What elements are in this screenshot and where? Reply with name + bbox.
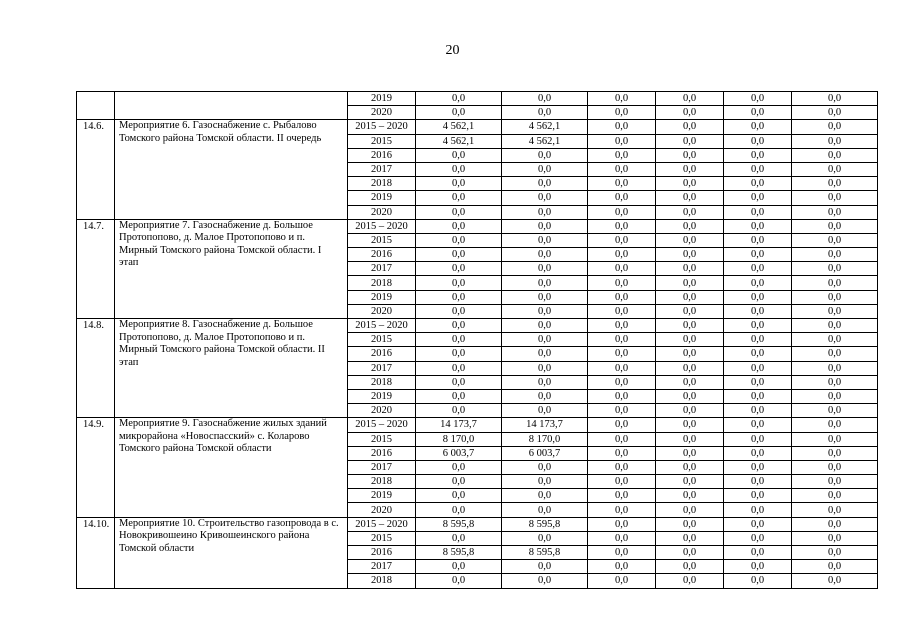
value-cell: 0,0 bbox=[656, 92, 724, 106]
value-cell: 0,0 bbox=[588, 162, 656, 176]
value-cell: 0,0 bbox=[416, 248, 502, 262]
value-cell: 0,0 bbox=[656, 106, 724, 120]
year-cell: 2020 bbox=[348, 106, 416, 120]
year-cell: 2020 bbox=[348, 404, 416, 418]
value-cell: 0,0 bbox=[724, 361, 792, 375]
value-cell: 0,0 bbox=[656, 404, 724, 418]
value-cell: 0,0 bbox=[792, 120, 878, 134]
value-cell: 0,0 bbox=[724, 219, 792, 233]
year-cell: 2015 bbox=[348, 531, 416, 545]
value-cell: 0,0 bbox=[416, 92, 502, 106]
value-cell: 0,0 bbox=[416, 262, 502, 276]
value-cell: 0,0 bbox=[792, 177, 878, 191]
value-cell: 0,0 bbox=[416, 531, 502, 545]
activity-number: 14.9. bbox=[77, 418, 115, 517]
value-cell: 0,0 bbox=[656, 489, 724, 503]
value-cell: 0,0 bbox=[416, 503, 502, 517]
value-cell: 0,0 bbox=[416, 106, 502, 120]
value-cell: 0,0 bbox=[724, 304, 792, 318]
value-cell: 0,0 bbox=[724, 106, 792, 120]
year-cell: 2015 – 2020 bbox=[348, 319, 416, 333]
year-cell: 2015 bbox=[348, 134, 416, 148]
value-cell: 0,0 bbox=[792, 191, 878, 205]
value-cell: 14 173,7 bbox=[416, 418, 502, 432]
year-cell: 2015 – 2020 bbox=[348, 219, 416, 233]
value-cell: 0,0 bbox=[792, 333, 878, 347]
activity-description: Мероприятие 8. Газоснабжение д. Большое Протопопово, д. Малое Протопопово и п. Мирный Томского района Томской области. II этап bbox=[115, 319, 348, 418]
value-cell: 8 170,0 bbox=[416, 432, 502, 446]
value-cell: 0,0 bbox=[502, 148, 588, 162]
value-cell: 0,0 bbox=[792, 560, 878, 574]
value-cell: 0,0 bbox=[656, 333, 724, 347]
year-cell: 2017 bbox=[348, 460, 416, 474]
value-cell: 0,0 bbox=[656, 191, 724, 205]
value-cell: 0,0 bbox=[502, 233, 588, 247]
value-cell: 0,0 bbox=[588, 248, 656, 262]
value-cell: 0,0 bbox=[792, 432, 878, 446]
value-cell: 0,0 bbox=[656, 219, 724, 233]
table-row bbox=[77, 219, 878, 233]
value-cell: 0,0 bbox=[656, 248, 724, 262]
value-cell: 0,0 bbox=[792, 304, 878, 318]
value-cell: 0,0 bbox=[588, 276, 656, 290]
year-cell: 2015 bbox=[348, 432, 416, 446]
value-cell: 0,0 bbox=[724, 546, 792, 560]
value-cell: 0,0 bbox=[416, 404, 502, 418]
value-cell: 0,0 bbox=[656, 304, 724, 318]
value-cell: 0,0 bbox=[588, 418, 656, 432]
activity-number: 14.8. bbox=[77, 319, 115, 418]
value-cell: 0,0 bbox=[502, 205, 588, 219]
value-cell: 0,0 bbox=[416, 177, 502, 191]
value-cell: 0,0 bbox=[792, 319, 878, 333]
value-cell: 6 003,7 bbox=[416, 446, 502, 460]
value-cell: 0,0 bbox=[792, 446, 878, 460]
value-cell: 0,0 bbox=[502, 290, 588, 304]
value-cell: 0,0 bbox=[656, 177, 724, 191]
value-cell: 0,0 bbox=[588, 361, 656, 375]
value-cell: 0,0 bbox=[792, 205, 878, 219]
value-cell: 0,0 bbox=[724, 177, 792, 191]
value-cell: 0,0 bbox=[416, 560, 502, 574]
value-cell: 0,0 bbox=[724, 489, 792, 503]
value-cell: 0,0 bbox=[792, 546, 878, 560]
value-cell: 0,0 bbox=[656, 475, 724, 489]
value-cell: 0,0 bbox=[502, 219, 588, 233]
value-cell: 0,0 bbox=[588, 191, 656, 205]
value-cell: 0,0 bbox=[416, 219, 502, 233]
year-cell: 2019 bbox=[348, 290, 416, 304]
value-cell: 0,0 bbox=[416, 191, 502, 205]
value-cell: 8 595,8 bbox=[416, 546, 502, 560]
value-cell: 0,0 bbox=[416, 574, 502, 588]
value-cell: 0,0 bbox=[792, 233, 878, 247]
value-cell: 0,0 bbox=[588, 489, 656, 503]
value-cell: 0,0 bbox=[792, 106, 878, 120]
value-cell: 0,0 bbox=[502, 92, 588, 106]
value-cell: 0,0 bbox=[724, 460, 792, 474]
value-cell: 0,0 bbox=[792, 418, 878, 432]
value-cell: 0,0 bbox=[588, 517, 656, 531]
value-cell: 0,0 bbox=[588, 531, 656, 545]
value-cell: 0,0 bbox=[588, 120, 656, 134]
year-cell: 2017 bbox=[348, 162, 416, 176]
year-cell: 2018 bbox=[348, 574, 416, 588]
table-row bbox=[77, 517, 878, 531]
table-row bbox=[77, 120, 878, 134]
year-cell: 2015 bbox=[348, 233, 416, 247]
value-cell: 0,0 bbox=[656, 148, 724, 162]
value-cell: 0,0 bbox=[724, 276, 792, 290]
year-cell: 2017 bbox=[348, 262, 416, 276]
value-cell: 0,0 bbox=[656, 560, 724, 574]
value-cell: 0,0 bbox=[502, 475, 588, 489]
value-cell: 0,0 bbox=[656, 531, 724, 545]
value-cell: 0,0 bbox=[792, 460, 878, 474]
value-cell: 0,0 bbox=[588, 319, 656, 333]
value-cell: 0,0 bbox=[792, 162, 878, 176]
value-cell: 0,0 bbox=[502, 333, 588, 347]
value-cell: 0,0 bbox=[656, 347, 724, 361]
value-cell: 0,0 bbox=[588, 262, 656, 276]
value-cell: 0,0 bbox=[792, 375, 878, 389]
value-cell: 0,0 bbox=[588, 219, 656, 233]
value-cell: 0,0 bbox=[416, 276, 502, 290]
value-cell: 0,0 bbox=[724, 375, 792, 389]
value-cell: 0,0 bbox=[792, 290, 878, 304]
value-cell: 0,0 bbox=[416, 290, 502, 304]
value-cell: 0,0 bbox=[656, 460, 724, 474]
value-cell: 0,0 bbox=[588, 404, 656, 418]
value-cell: 4 562,1 bbox=[416, 134, 502, 148]
value-cell: 0,0 bbox=[416, 304, 502, 318]
value-cell: 0,0 bbox=[656, 319, 724, 333]
value-cell: 0,0 bbox=[588, 375, 656, 389]
value-cell: 0,0 bbox=[502, 262, 588, 276]
activity-number: 14.7. bbox=[77, 219, 115, 318]
value-cell: 0,0 bbox=[724, 262, 792, 276]
value-cell: 0,0 bbox=[792, 262, 878, 276]
value-cell: 8 595,8 bbox=[502, 546, 588, 560]
year-cell: 2015 bbox=[348, 333, 416, 347]
value-cell: 0,0 bbox=[792, 531, 878, 545]
value-cell: 0,0 bbox=[588, 290, 656, 304]
table-row bbox=[77, 319, 878, 333]
value-cell: 0,0 bbox=[588, 432, 656, 446]
value-cell: 0,0 bbox=[724, 404, 792, 418]
year-cell: 2020 bbox=[348, 503, 416, 517]
year-cell: 2019 bbox=[348, 489, 416, 503]
value-cell: 0,0 bbox=[416, 389, 502, 403]
value-cell: 4 562,1 bbox=[502, 134, 588, 148]
value-cell: 0,0 bbox=[416, 375, 502, 389]
value-cell: 0,0 bbox=[502, 191, 588, 205]
value-cell: 4 562,1 bbox=[502, 120, 588, 134]
value-cell: 0,0 bbox=[416, 347, 502, 361]
value-cell: 0,0 bbox=[502, 276, 588, 290]
value-cell: 0,0 bbox=[502, 304, 588, 318]
value-cell: 0,0 bbox=[502, 460, 588, 474]
value-cell: 0,0 bbox=[416, 148, 502, 162]
year-cell: 2020 bbox=[348, 304, 416, 318]
value-cell: 0,0 bbox=[502, 361, 588, 375]
value-cell: 0,0 bbox=[416, 361, 502, 375]
value-cell: 0,0 bbox=[588, 389, 656, 403]
value-cell: 0,0 bbox=[724, 503, 792, 517]
value-cell: 0,0 bbox=[656, 574, 724, 588]
value-cell: 0,0 bbox=[792, 503, 878, 517]
value-cell: 0,0 bbox=[502, 347, 588, 361]
value-cell: 0,0 bbox=[724, 333, 792, 347]
value-cell: 0,0 bbox=[588, 92, 656, 106]
value-cell: 0,0 bbox=[724, 319, 792, 333]
value-cell: 0,0 bbox=[724, 162, 792, 176]
value-cell: 0,0 bbox=[502, 162, 588, 176]
value-cell: 0,0 bbox=[724, 389, 792, 403]
value-cell: 0,0 bbox=[656, 517, 724, 531]
activity-description: Мероприятие 6. Газоснабжение с. Рыбалово Томского района Томской области. II очередь bbox=[115, 120, 348, 219]
value-cell: 0,0 bbox=[502, 248, 588, 262]
value-cell: 0,0 bbox=[656, 361, 724, 375]
year-cell: 2018 bbox=[348, 375, 416, 389]
value-cell: 0,0 bbox=[724, 290, 792, 304]
value-cell: 0,0 bbox=[416, 162, 502, 176]
year-cell: 2017 bbox=[348, 560, 416, 574]
value-cell: 0,0 bbox=[792, 489, 878, 503]
value-cell: 0,0 bbox=[588, 546, 656, 560]
year-cell: 2016 bbox=[348, 546, 416, 560]
value-cell: 0,0 bbox=[724, 120, 792, 134]
value-cell: 0,0 bbox=[502, 404, 588, 418]
value-cell: 0,0 bbox=[656, 262, 724, 276]
value-cell: 0,0 bbox=[588, 460, 656, 474]
year-cell: 2019 bbox=[348, 92, 416, 106]
value-cell: 0,0 bbox=[656, 205, 724, 219]
value-cell: 8 170,0 bbox=[502, 432, 588, 446]
year-cell: 2015 – 2020 bbox=[348, 120, 416, 134]
value-cell: 0,0 bbox=[502, 574, 588, 588]
value-cell: 0,0 bbox=[792, 276, 878, 290]
value-cell: 0,0 bbox=[792, 134, 878, 148]
value-cell: 0,0 bbox=[588, 106, 656, 120]
year-cell: 2016 bbox=[348, 148, 416, 162]
value-cell: 0,0 bbox=[416, 319, 502, 333]
value-cell: 0,0 bbox=[792, 248, 878, 262]
value-cell: 0,0 bbox=[724, 475, 792, 489]
value-cell: 0,0 bbox=[588, 475, 656, 489]
value-cell: 0,0 bbox=[724, 233, 792, 247]
value-cell: 0,0 bbox=[724, 446, 792, 460]
value-cell: 0,0 bbox=[724, 432, 792, 446]
year-cell: 2016 bbox=[348, 248, 416, 262]
value-cell: 0,0 bbox=[656, 375, 724, 389]
year-cell: 2015 – 2020 bbox=[348, 418, 416, 432]
year-cell: 2018 bbox=[348, 276, 416, 290]
value-cell: 0,0 bbox=[588, 333, 656, 347]
value-cell: 0,0 bbox=[656, 446, 724, 460]
value-cell: 0,0 bbox=[724, 134, 792, 148]
value-cell: 0,0 bbox=[588, 304, 656, 318]
value-cell: 0,0 bbox=[656, 233, 724, 247]
value-cell: 4 562,1 bbox=[416, 120, 502, 134]
value-cell: 0,0 bbox=[792, 148, 878, 162]
value-cell: 0,0 bbox=[588, 503, 656, 517]
value-cell: 0,0 bbox=[656, 546, 724, 560]
value-cell: 0,0 bbox=[656, 276, 724, 290]
table-body bbox=[77, 92, 878, 589]
table-row bbox=[77, 92, 878, 106]
value-cell: 0,0 bbox=[416, 333, 502, 347]
value-cell: 0,0 bbox=[656, 120, 724, 134]
value-cell: 0,0 bbox=[792, 517, 878, 531]
value-cell: 0,0 bbox=[416, 205, 502, 219]
activity-description bbox=[115, 92, 348, 120]
value-cell: 0,0 bbox=[588, 560, 656, 574]
value-cell: 0,0 bbox=[792, 404, 878, 418]
value-cell: 0,0 bbox=[792, 361, 878, 375]
value-cell: 0,0 bbox=[502, 375, 588, 389]
value-cell: 0,0 bbox=[502, 177, 588, 191]
value-cell: 14 173,7 bbox=[502, 418, 588, 432]
activity-number: 14.10. bbox=[77, 517, 115, 588]
value-cell: 0,0 bbox=[588, 347, 656, 361]
value-cell: 0,0 bbox=[724, 574, 792, 588]
value-cell: 0,0 bbox=[724, 148, 792, 162]
budget-table bbox=[76, 91, 878, 589]
value-cell: 0,0 bbox=[724, 560, 792, 574]
value-cell: 0,0 bbox=[656, 432, 724, 446]
value-cell: 0,0 bbox=[792, 347, 878, 361]
value-cell: 0,0 bbox=[792, 574, 878, 588]
page-number: 20 bbox=[445, 43, 460, 58]
year-cell: 2015 – 2020 bbox=[348, 517, 416, 531]
value-cell: 0,0 bbox=[724, 248, 792, 262]
value-cell: 0,0 bbox=[416, 475, 502, 489]
value-cell: 0,0 bbox=[416, 460, 502, 474]
value-cell: 8 595,8 bbox=[502, 517, 588, 531]
year-cell: 2016 bbox=[348, 446, 416, 460]
value-cell: 0,0 bbox=[656, 134, 724, 148]
value-cell: 0,0 bbox=[792, 219, 878, 233]
value-cell: 0,0 bbox=[416, 233, 502, 247]
activity-number: 14.6. bbox=[77, 120, 115, 219]
value-cell: 0,0 bbox=[724, 347, 792, 361]
value-cell: 0,0 bbox=[502, 319, 588, 333]
value-cell: 0,0 bbox=[656, 503, 724, 517]
value-cell: 0,0 bbox=[588, 205, 656, 219]
value-cell: 0,0 bbox=[588, 177, 656, 191]
value-cell: 0,0 bbox=[588, 233, 656, 247]
value-cell: 0,0 bbox=[656, 162, 724, 176]
value-cell: 0,0 bbox=[724, 205, 792, 219]
value-cell: 0,0 bbox=[724, 418, 792, 432]
value-cell: 6 003,7 bbox=[502, 446, 588, 460]
year-cell: 2020 bbox=[348, 205, 416, 219]
value-cell: 0,0 bbox=[724, 531, 792, 545]
year-cell: 2018 bbox=[348, 475, 416, 489]
year-cell: 2018 bbox=[348, 177, 416, 191]
value-cell: 0,0 bbox=[502, 389, 588, 403]
year-cell: 2017 bbox=[348, 361, 416, 375]
activity-description: Мероприятие 10. Строительство газопровода в с. Новокривошеино Кривошеинского района Томской области bbox=[115, 517, 348, 588]
value-cell: 0,0 bbox=[724, 92, 792, 106]
value-cell: 0,0 bbox=[656, 418, 724, 432]
activity-number bbox=[77, 92, 115, 120]
year-cell: 2019 bbox=[348, 191, 416, 205]
activity-description: Мероприятие 7. Газоснабжение д. Большое Протопопово, д. Малое Протопопово и п. Мирный Томского района Томской области. I этап bbox=[115, 219, 348, 318]
value-cell: 0,0 bbox=[792, 92, 878, 106]
value-cell: 0,0 bbox=[724, 191, 792, 205]
value-cell: 0,0 bbox=[588, 574, 656, 588]
value-cell: 0,0 bbox=[588, 134, 656, 148]
value-cell: 0,0 bbox=[416, 489, 502, 503]
value-cell: 0,0 bbox=[502, 489, 588, 503]
activity-description: Мероприятие 9. Газоснабжение жилых зданий микрорайона «Новоспасский» с. Коларово Томского района Томской области bbox=[115, 418, 348, 517]
year-cell: 2019 bbox=[348, 389, 416, 403]
value-cell: 8 595,8 bbox=[416, 517, 502, 531]
table-row bbox=[77, 418, 878, 432]
value-cell: 0,0 bbox=[656, 389, 724, 403]
value-cell: 0,0 bbox=[724, 517, 792, 531]
value-cell: 0,0 bbox=[656, 290, 724, 304]
value-cell: 0,0 bbox=[792, 475, 878, 489]
value-cell: 0,0 bbox=[502, 560, 588, 574]
value-cell: 0,0 bbox=[588, 446, 656, 460]
value-cell: 0,0 bbox=[502, 531, 588, 545]
value-cell: 0,0 bbox=[792, 389, 878, 403]
value-cell: 0,0 bbox=[502, 106, 588, 120]
value-cell: 0,0 bbox=[588, 148, 656, 162]
value-cell: 0,0 bbox=[502, 503, 588, 517]
year-cell: 2016 bbox=[348, 347, 416, 361]
